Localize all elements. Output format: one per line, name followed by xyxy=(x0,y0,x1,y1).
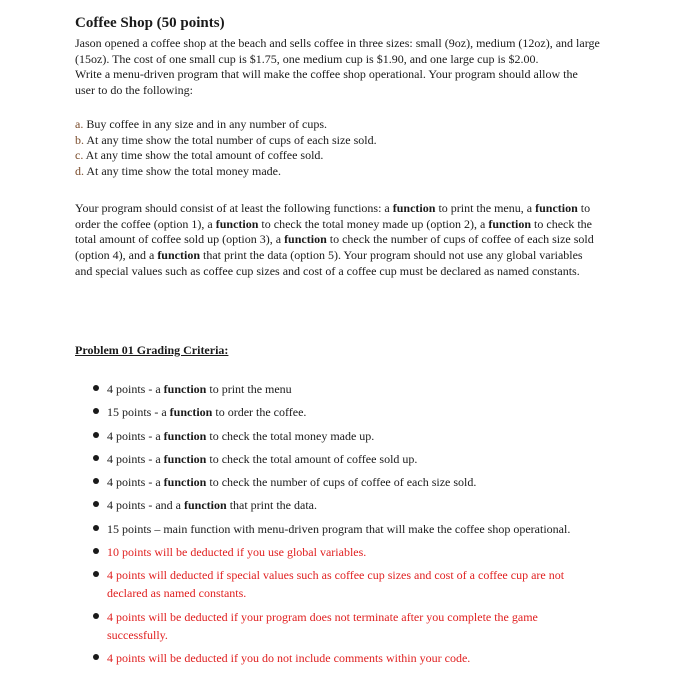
criteria-item: 15 points - a function to order the coffee. xyxy=(93,403,593,421)
options-list xyxy=(75,117,600,180)
bullet-icon xyxy=(93,408,99,414)
option-letter: d. xyxy=(75,164,84,179)
option-text: At any time show the total money made. xyxy=(86,164,281,179)
page-title: Coffee Shop (50 points) xyxy=(75,15,225,31)
criteria-item: 4 points - and a function that print the data. xyxy=(93,496,593,514)
intro-section xyxy=(75,36,600,99)
criteria-item: 4 points - a function to check the number of cups of coffee of each size sold. xyxy=(93,473,593,491)
bullet-icon xyxy=(93,613,99,619)
deduction-item: 4 points will be deducted if you do not include comments within your code. xyxy=(93,649,593,667)
option-item xyxy=(75,133,600,149)
bullet-icon xyxy=(93,548,99,554)
option-letter: a. xyxy=(75,117,84,131)
criteria-item: 4 points - a function to print the menu xyxy=(93,380,593,398)
keyword-function: function xyxy=(488,216,532,231)
criteria-item: 4 points - a function to check the total money made up. xyxy=(93,427,593,445)
criteria-item: 15 points – main function with menu-driven program that will make the coffee shop operational. xyxy=(93,520,593,538)
keyword-function: function xyxy=(392,201,436,215)
bullet-icon xyxy=(93,385,99,391)
option-letter: b. xyxy=(75,132,84,147)
instructions-paragraph: Write a menu-driven program that will make the coffee shop operational. Your program should allow the user to do the following: xyxy=(75,67,578,98)
bullet-icon xyxy=(93,478,99,484)
grading-criteria-list xyxy=(93,380,593,667)
criteria-item: 4 points - a function to check the total amount of coffee sold up. xyxy=(93,450,593,468)
option-text: At any time show the total number of cups of each size sold. xyxy=(86,132,377,147)
bullet-icon xyxy=(93,432,99,438)
deduction-item: 10 points will be deducted if you use global variables. xyxy=(93,543,593,561)
bullet-icon xyxy=(93,455,99,461)
option-item xyxy=(75,117,600,133)
deduction-item: 4 points will deducted if special values such as coffee cup sizes and cost of a coffee cup are not declared as named constants. xyxy=(93,566,593,602)
bullet-icon xyxy=(93,654,99,660)
option-text: At any time show the total amount of coffee sold. xyxy=(85,148,324,163)
option-letter: c. xyxy=(75,148,84,163)
keyword-function: function xyxy=(215,216,259,231)
deduction-item: 4 points will be deducted if your program does not terminate after you complete the game successfully. xyxy=(93,608,593,644)
keyword-function: function xyxy=(284,232,327,247)
keyword-function: function xyxy=(535,201,578,215)
bullet-icon xyxy=(93,501,99,507)
keyword-function: function xyxy=(157,248,200,263)
bullet-icon xyxy=(93,571,99,577)
intro-paragraph: Jason opened a coffee shop at the beach and sells coffee in three sizes: small (9oz), medium (12oz), and large (15oz). The cost of one small cup is $1.75, one medium cup is $1.90, and one large cup is $2.00. xyxy=(75,36,600,66)
bullet-icon xyxy=(93,525,99,531)
grading-criteria-heading: Problem 01 Grading Criteria: xyxy=(75,343,229,357)
option-text: Buy coffee in any size and in any number of cups. xyxy=(86,117,328,131)
functions-paragraph: Your program should consist of at least the following functions: a function to print the menu, a function to order the coffee (option 1), a function to check the total money made up (option 2), a function to check the total amount of coffee sold up (option 3), a function to check the number of cups of coffee of each size sold (option 4), and a function that print the data (option 5). Your program should not use any global variables and special values such as coffee cup sizes and cost of a coffee cup must be declared as named constants. xyxy=(75,201,594,278)
option-item xyxy=(75,148,600,164)
option-item xyxy=(75,164,600,180)
